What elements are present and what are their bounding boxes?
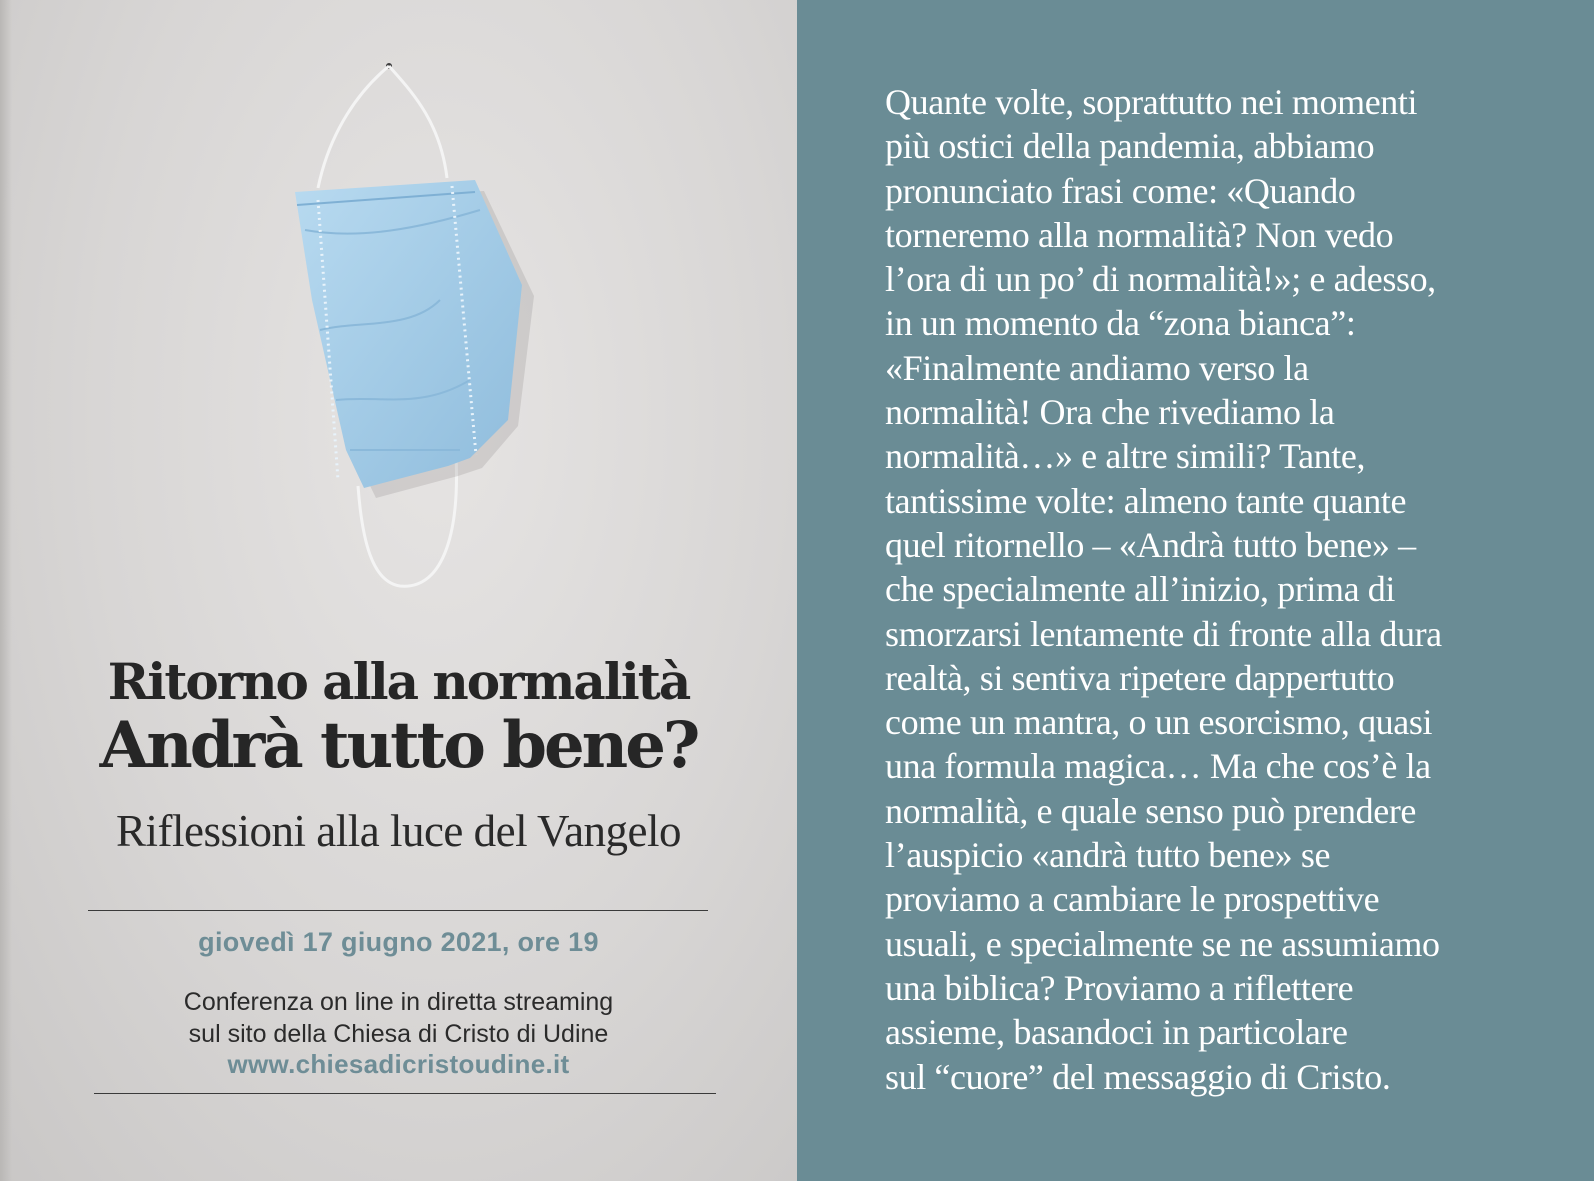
event-date: giovedì 17 giugno 2021, ore 19 xyxy=(198,927,599,957)
body-line: «Finalmente andiamo verso la xyxy=(885,347,1309,388)
body-line: una formula magica… Ma che cos’è la xyxy=(885,746,1431,787)
body-line: torneremo alla normalità? Non vedo xyxy=(885,214,1394,255)
body-line: quel ritornello – «Andrà tutto bene» – xyxy=(885,524,1416,565)
body-line: sul “cuore” del messaggio di Cristo. xyxy=(885,1056,1391,1097)
body-line: più ostici della pandemia, abbiamo xyxy=(885,126,1375,167)
body-line: che specialmente all’inizio, prima di xyxy=(885,569,1395,610)
body-line: una biblica? Proviamo a riflettere xyxy=(885,967,1354,1008)
body-line: pronunciato frasi come: «Quando xyxy=(885,170,1356,211)
event-description-line-2: sul sito della Chiesa di Cristo di Udine xyxy=(188,1020,609,1048)
body-line: realtà, si sentiva ripetere dappertutto xyxy=(885,657,1395,698)
body-paragraph xyxy=(885,80,1545,1099)
body-line: normalità…» e altre simili? Tante, xyxy=(885,436,1366,477)
surgical-mask-icon xyxy=(0,0,797,640)
body-line: normalità, e quale senso può prendere xyxy=(885,790,1417,831)
body-line: come un mantra, o un esorcismo, quasi xyxy=(885,702,1433,743)
body-line: normalità! Ora che rivediamo la xyxy=(885,392,1335,433)
event-url-link[interactable]: www.chiesadicristoudine.it xyxy=(227,1049,570,1079)
divider-bottom xyxy=(94,1093,716,1094)
body-line: assieme, basandoci in particolare xyxy=(885,1012,1348,1053)
body-line: proviamo a cambiare le prospettive xyxy=(885,879,1380,920)
title-line-2: Andrà tutto bene? xyxy=(99,708,698,783)
divider-top xyxy=(88,910,708,911)
body-line: l’auspicio «andrà tutto bene» se xyxy=(885,835,1331,876)
right-panel xyxy=(797,0,1594,1181)
body-line: smorzarsi lentamente di fronte alla dura xyxy=(885,613,1442,654)
event-description-line-1: Conferenza on line in diretta streaming xyxy=(183,988,614,1016)
subtitle: Riflessioni alla luce del Vangelo xyxy=(115,806,682,856)
body-line: usuali, e specialmente se ne assumiamo xyxy=(885,923,1440,964)
body-line: Quante volte, soprattutto nei momenti xyxy=(885,82,1418,122)
body-line: l’ora di un po’ di normalità!»; e adesso, xyxy=(885,259,1436,300)
body-line: in un momento da “zona bianca”: xyxy=(885,303,1356,344)
body-line: tantissime volte: almeno tante quante xyxy=(885,480,1407,521)
title-line-1: Ritorno alla normalità xyxy=(107,652,690,711)
